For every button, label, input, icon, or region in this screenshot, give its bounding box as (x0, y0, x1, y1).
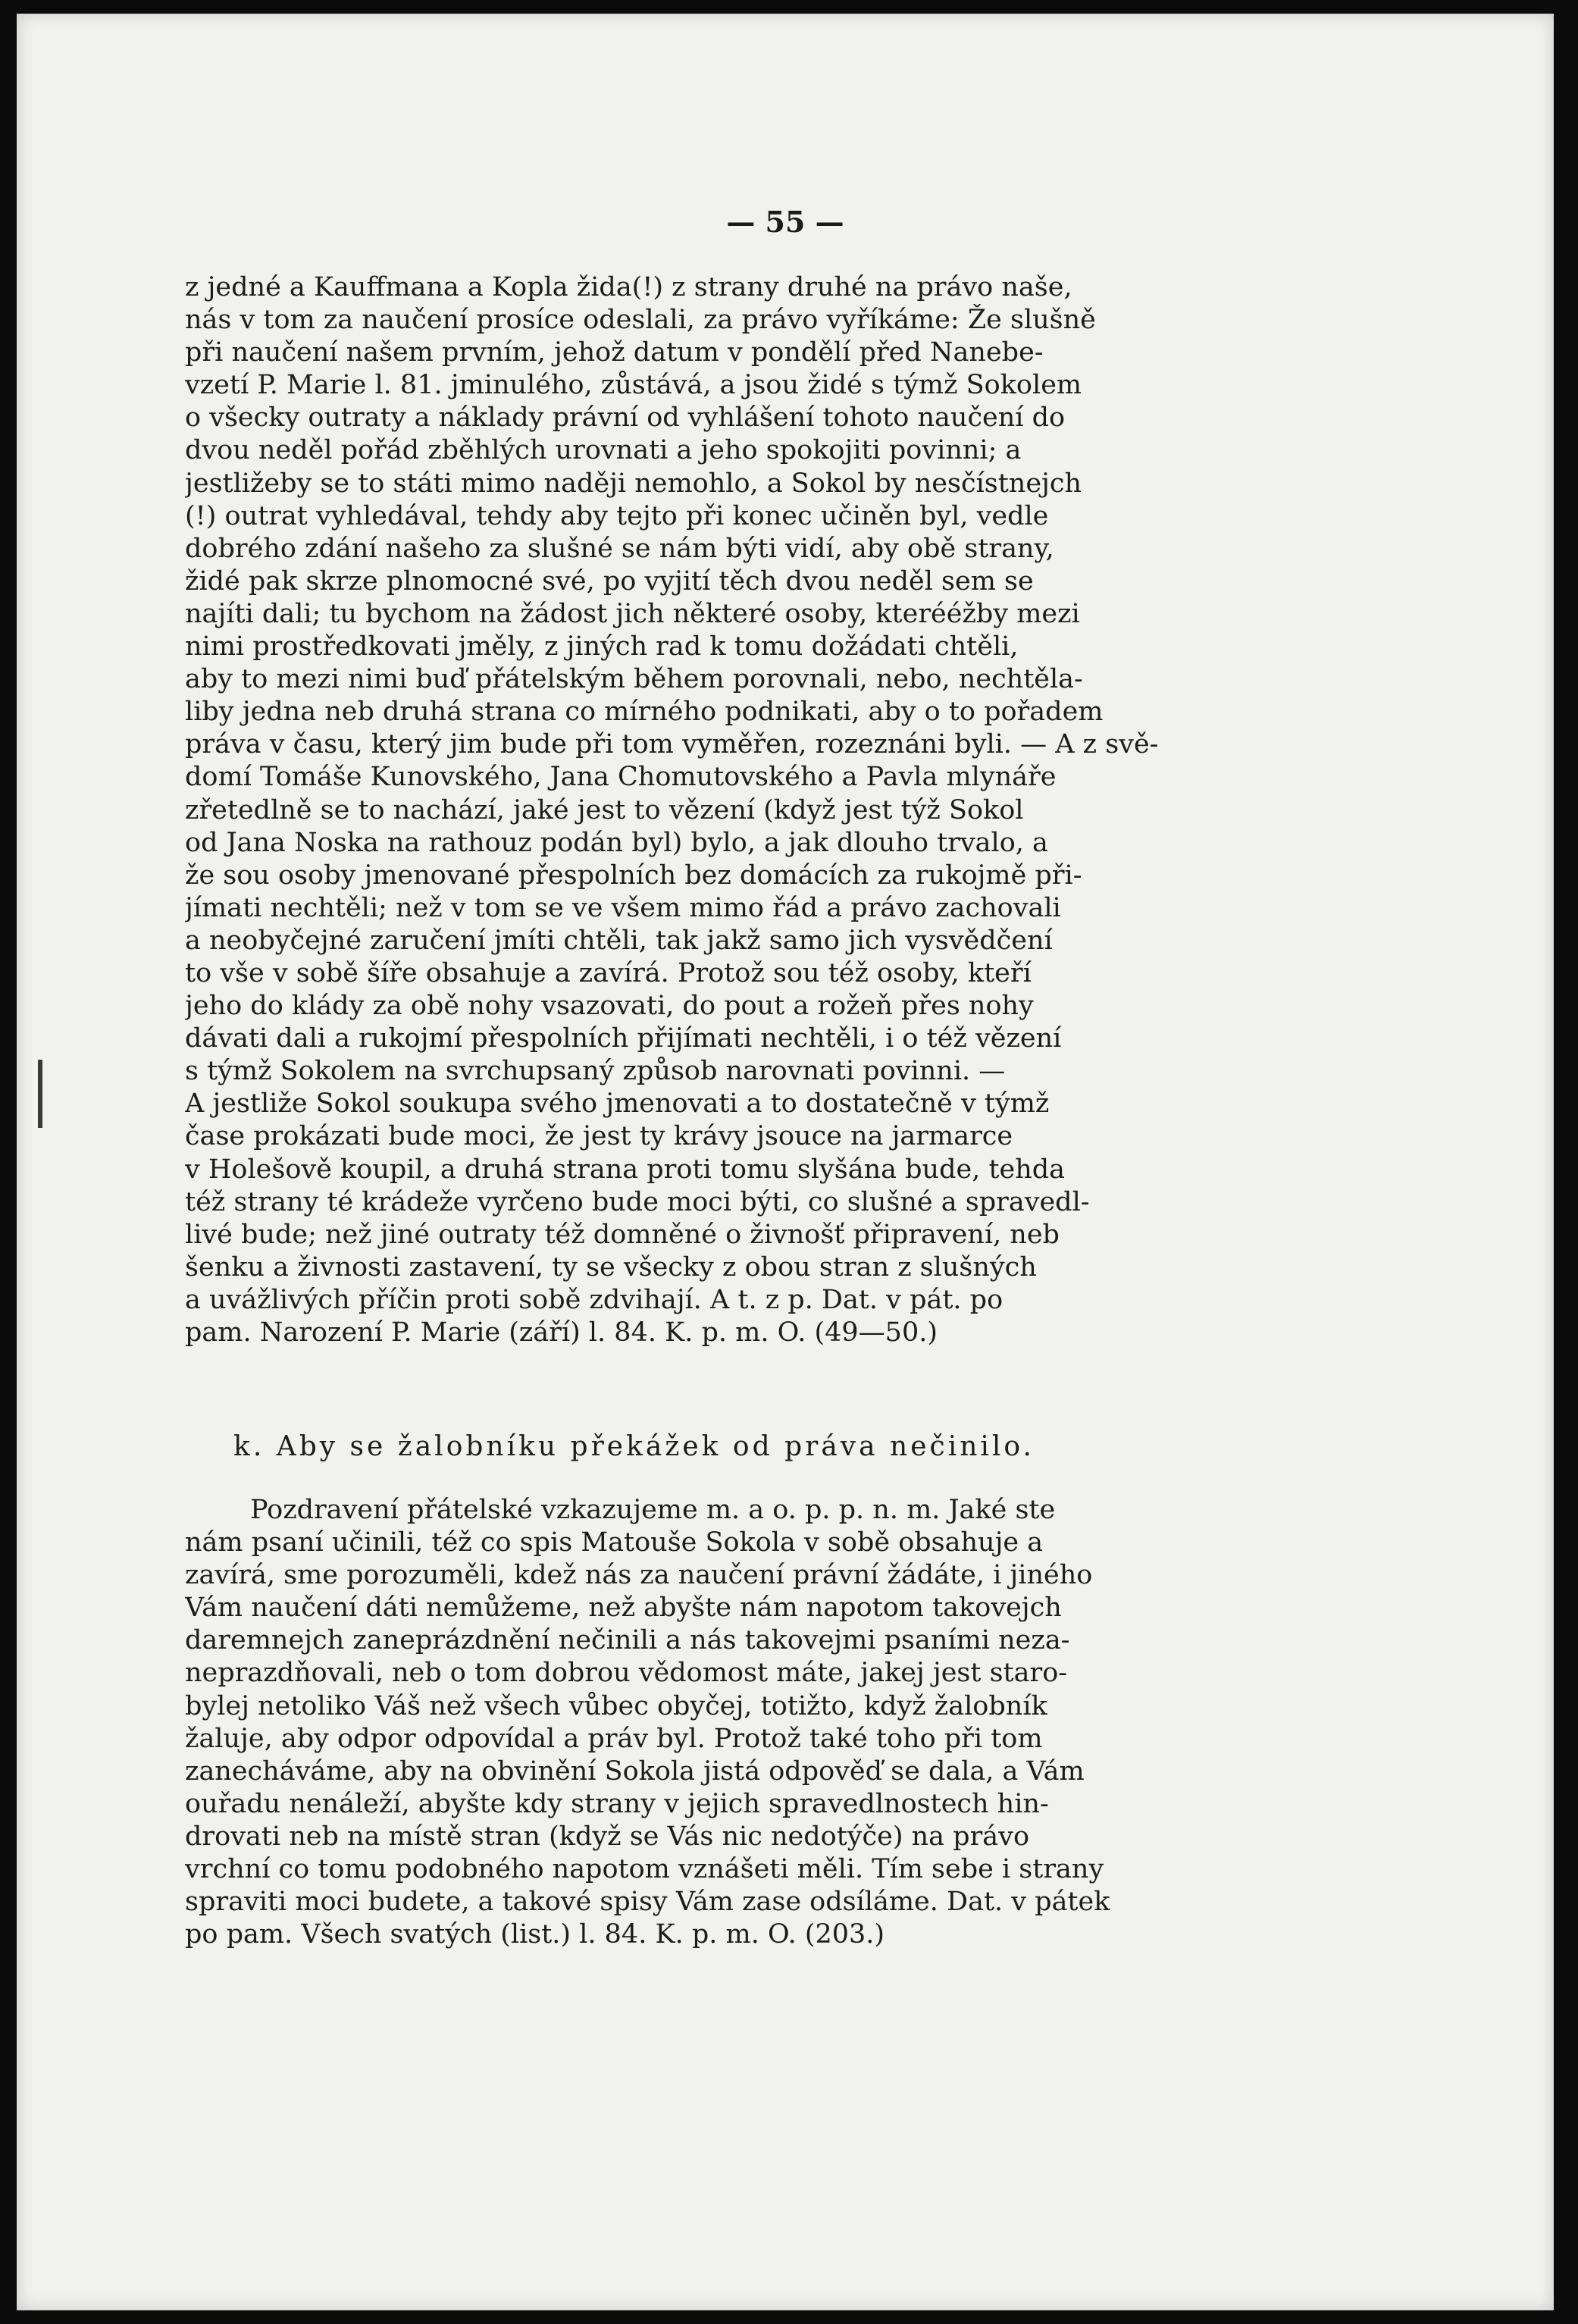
text-line: jímati nechtěli; než v tom se ve všem mimo řád a právo zachovali (185, 892, 1061, 923)
text-line: dobrého zdání našeho za slušné se nám býti vidí, aby obě strany, (185, 533, 1054, 564)
text-line: aby to mezi nimi buď přátelským během porovnali, nebo, nechtěla- (185, 664, 1083, 695)
section-heading: k. Aby se žalobníku překážek od práva nečinilo. (233, 1431, 1035, 1462)
text-line: žaluje, aby odpor odpovídal a práv byl. Protož také toho při tom (185, 1723, 1043, 1754)
text-line: nás v tom za naučení prosíce odeslali, za právo vyříkáme: Že slušně (185, 305, 1096, 336)
text-line: vzetí P. Marie l. 81. jminulého, zůstává, a jsou židé s týmž Sokolem (185, 370, 1082, 401)
text-line: práva v času, který jim bude při tom vyměřen, rozeznáni byli. — A z svě- (185, 729, 1159, 760)
text-line: zavírá, sme porozuměli, kdež nás za naučení právní žádáte, i jiného (185, 1560, 1093, 1591)
text-line: to vše v sobě šíře obsahuje a zavírá. Protož sou též osoby, kteří (185, 957, 1032, 988)
text-line: ouřadu nenáleží, abyšte kdy strany v jejich spravedlnostech hin- (185, 1788, 1049, 1819)
text-line: o všecky outraty a náklady právní od vyhlášení tohoto naučení do (185, 402, 1066, 434)
text-line: dvou neděl pořád zběhlých urovnati a jeho spokojiti povinni; a (185, 435, 1022, 466)
text-line: z jedné a Kauffmana a Kopla žida(!) z strany druhé na právo naše, (185, 272, 1072, 302)
text-line: v Holešově koupil, a druhá strana proti tomu slyšána bude, tehda (185, 1154, 1066, 1185)
text-line: nimi prostředkovati jměly, z jiných rad k tomu dožádati chtěli, (185, 631, 1019, 662)
text-line: daremnejch zaneprázdnění nečinili a nás takovejmi psaními neza- (185, 1625, 1070, 1656)
text-line: bylej netoliko Váš než všech vůbec obyčej, totižto, když žalobník (185, 1690, 1047, 1721)
paragraph-1 (185, 271, 1243, 1349)
text-line: (!) outrat vyhledával, tehdy aby tejto při konec učiněn byl, vedle (185, 500, 1049, 531)
text-line: domí Tomáše Kunovského, Jana Chomutovského a Pavla mlynáře (185, 762, 1057, 793)
text-line: s týmž Sokolem na svrchupsaný způsob narovnati povinni. — (185, 1056, 1006, 1087)
scan-edge-mark (38, 1060, 42, 1128)
text-line: též strany té krádeže vyrčeno bude moci býti, co slušné a spravedl- (185, 1186, 1090, 1217)
text-line: od Jana Noska na rathouz podán byl) bylo, a jak dlouho trvalo, a (185, 827, 1048, 858)
text-line: šenku a živnosti zastavení, ty se všecky z obou stran z slušných (185, 1251, 1037, 1283)
text-line: že sou osoby jmenované přespolních bez domácích za rukojmě při- (185, 860, 1082, 891)
text-line: dávati dali a rukojmí přespolních přijímati nechtěli, i o též vězení (185, 1023, 1062, 1054)
text-line: židé pak skrze plnomocné své, po vyjití těch dvou neděl sem se (185, 565, 1034, 597)
text-line: Pozdravení přátelské vzkazujeme m. a o. p. p. n. m. Jaké ste (250, 1495, 1056, 1525)
text-line: najíti dali; tu bychom na žádost jich některé osoby, kterééžby mezi (185, 598, 1080, 629)
text-line: spraviti moci budete, a takové spisy Vám zase odsíláme. Dat. v pátek (185, 1887, 1110, 1918)
page-number: — 55 — (726, 205, 844, 239)
book-page (17, 14, 1554, 2310)
text-line: Vám naučení dáti nemůžeme, než abyšte nám napotom takovejch (185, 1593, 1062, 1624)
text-line: drovati neb na místě stran (když se Vás nic nedotýče) na právo (185, 1821, 1030, 1852)
text-line: po pam. Všech svatých (list.) l. 84. K. p. m. O. (203.) (185, 1919, 885, 1950)
text-line: jeho do klády za obě nohy vsazovati, do pout a rožeň přes nohy (185, 991, 1034, 1022)
text-line: čase prokázati bude moci, že jest ty krávy jsouce na jarmarce (185, 1121, 1013, 1152)
text-line: vrchní co tomu podobného napotom vznášeti měli. Tím sebe i strany (185, 1854, 1104, 1885)
text-line: a uvážlivých příčin proti sobě zdvihají. A t. z p. Dat. v pát. po (185, 1284, 1003, 1315)
text-line: zřetedlně se to nachází, jaké jest to vězení (když jest týž Sokol (185, 794, 1024, 825)
text-line: a neobyčejné zaručení jmíti chtěli, tak jakž samo jich vysvědčení (185, 925, 1053, 956)
text-line: jestližeby se to státi mimo naději nemohlo, a Sokol by nesčístnejch (185, 468, 1082, 499)
text-line: neprazdňovali, neb o tom dobrou vědomost máte, jakej jest staro- (185, 1658, 1068, 1689)
text-line: livé bude; než jiné outraty též domněné o živnošť připravení, neb (185, 1219, 1060, 1250)
text-line: A jestliže Sokol soukupa svého jmenovati a to dostatečně v týmž (185, 1088, 1050, 1120)
text-line: nám psaní učinili, též co spis Matouše Sokola v sobě obsahuje a (185, 1527, 1044, 1558)
text-line: pam. Narození P. Marie (září) l. 84. K. p. m. O. (49—50.) (185, 1317, 938, 1348)
text-line: zanecháváme, aby na obvinění Sokola jistá odpověď se dala, a Vám (185, 1756, 1085, 1787)
text-line: liby jedna neb druhá strana co mírného podnikati, aby o to pořadem (185, 697, 1104, 728)
paragraph-2 (185, 1494, 1243, 1951)
text-line: při naučení našem prvním, jehož datum v pondělí před Nanebe- (185, 337, 1044, 368)
